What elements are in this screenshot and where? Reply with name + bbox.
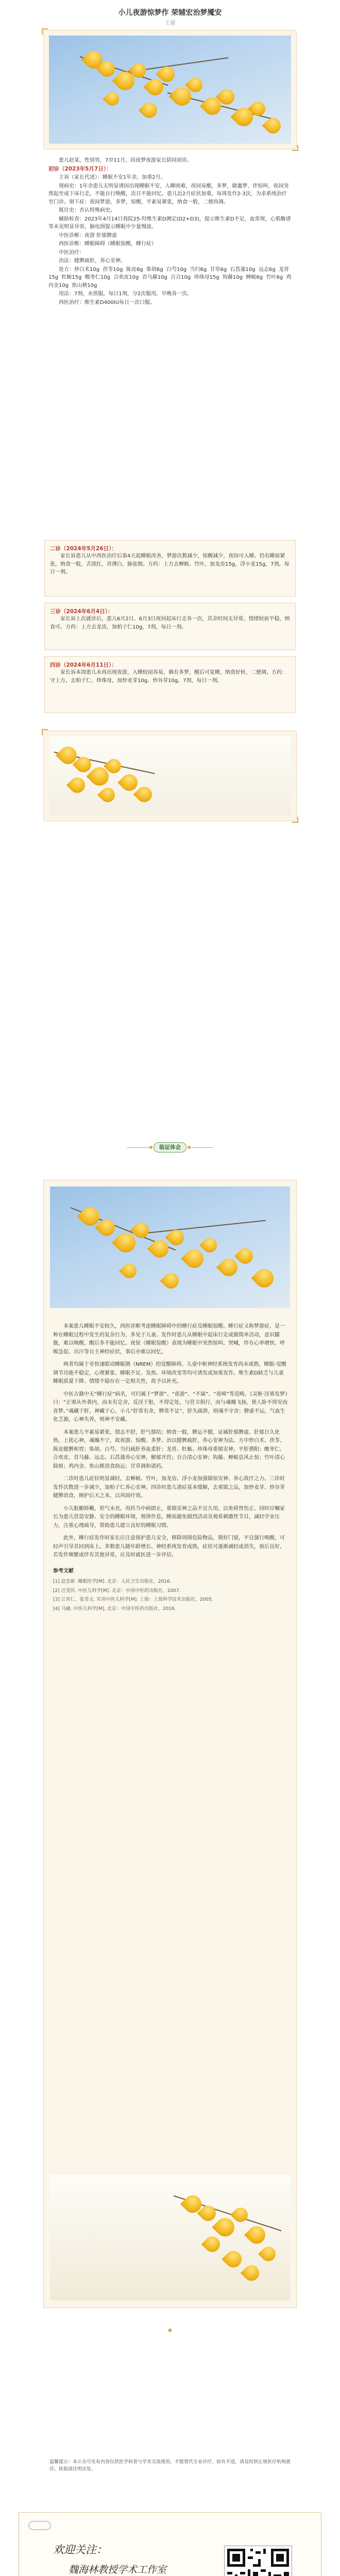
disclaimer-text: 温馨提示：本公众号发布内容仅供医学科普与学术交流使用，不能替代专业诊疗。如有不适，请及时到正规医疗机构就诊。转载请注明出处。 xyxy=(49,2460,291,2472)
visit-4 xyxy=(44,656,296,713)
case-line: 既往史：否认特殊病史。 xyxy=(59,208,115,213)
reference-item: [1] 赵忠新. 睡眠医学[M]. 北京：人民卫生出版社，2016. xyxy=(53,1579,172,1584)
discussion-paragraph: 中医古籍中无“睡行症”病名，可归属于“梦游”、“夜游”、“不寐”、“夜啼”等范畴。《灵枢·淫邪发梦》曰：“正邪从外袭内，而未有定舍，反淫于脏，不得定处，与营卫俱行，而与魂魄飞扬，使人卧不得安而喜梦。”魂藏于肝，神藏于心，小儿“肝常有余，脾常不足”，肝失疏泄，则魂不守舍；脾虚不运，气血生化乏源，心神失养，则神不安藏。 xyxy=(53,1391,288,1422)
ginkgo-photo xyxy=(50,1187,290,1308)
section-label: 临证体会 xyxy=(154,1142,186,1153)
reference-item: [3] 江育仁，张奇文. 实用中医儿科学[M]. 上海：上海科学技术出版社，2005. xyxy=(53,1597,213,1602)
references-title: 参考文献 xyxy=(53,1568,74,1574)
section-header xyxy=(127,1142,213,1153)
footer-card xyxy=(19,2512,321,2576)
footer-follow-label: 欢迎关注： xyxy=(53,2544,107,2556)
case-line: 治法：健脾疏肝，养心安神。 xyxy=(59,258,126,264)
case-line: 用法：7剂，水煎服，每日1剂，分2次服用，早晚各一次。 xyxy=(59,291,193,297)
reference-item: [2] 汪受传. 中医儿科学[M]. 北京：中国中医药出版社，2007. xyxy=(53,1588,181,1594)
visit-4-title: 四诊（2024年6月11日）： xyxy=(50,662,117,668)
qr-code[interactable] xyxy=(224,2546,292,2576)
reference-item: [4] 马融. 中医儿科学[M]. 北京：中国中医药出版社，2016. xyxy=(53,1606,176,1612)
visit-2-title: 二诊（2024年5月26日）： xyxy=(50,546,117,552)
case-line: 现病史：1年余患儿无明显诱因出现睡眠不安，入睡困难，夜间易醒，多梦，做噩梦，伴惊叫，夜间突然起坐或下床行走，不能自行唤醒，次日不能回忆。患儿近2月症状加重，每周发作2-3次，为求系统治疗至门诊。刻下症：夜间梦游，多梦，惊醒，平素易紧张，纳食一般，二便尚调。 xyxy=(48,183,289,205)
discussion-panel xyxy=(43,1180,297,2308)
cloud-icon xyxy=(28,2521,51,2530)
visit-2 xyxy=(44,540,296,597)
article-author: 王璟 xyxy=(165,21,175,26)
case-line: 中医治疗： xyxy=(59,249,84,256)
case-line: 西医诊断：睡眠障碍（睡眠惊醒，睡行症） xyxy=(59,241,157,247)
photo-card-2 xyxy=(43,731,297,821)
discussion-paragraph: 二诊时患儿症状明显减轻，去蝉蜕、竹叶，加龙齿、浮小麦加强镇惊安神、养心敛汗之力。三诊时发作次数进一步减少，加柏子仁养心安神。四诊时患儿诸症基本缓解，去重镇之品，加炒麦芽、炒谷芽健脾消食，顾护后天之本，以巩固疗效。 xyxy=(53,1476,285,1499)
discussion-paragraph: 此外，睡行症发作时家长应注意保护患儿安全，移除周围危险物品，锁好门窗，不宜强行唤醒，可轻声引导其回到床上。多数患儿随年龄增长、神经系统发育成熟，症状可逐渐减轻或消失，预后良好。若发作频繁或伴有其他异常，应及时就医进一步评估。 xyxy=(53,1535,285,1558)
divider-ornament xyxy=(168,2328,172,2332)
footer-studio-name: 魏海林教授学术工作室 xyxy=(69,2564,167,2575)
discussion-paragraph: 本案患儿睡眠不安较久，西医诊断考虑睡眠障碍中的睡行症及睡眠惊醒。睡行症又称梦游症，是一种在睡眠过程中发生的复杂行为，多见于儿童。发作时患儿从睡眠中起床行走或做简单活动，意识朦胧，难以唤醒，醒后多不能回忆。夜惊（睡眠惊醒）表现为睡眠中突然惊叫、哭喊，伴有心率增快、呼吸急促、出汗等自主神经症状，事后亦难以回忆。 xyxy=(53,1324,285,1355)
case-line: 中医诊断：夜游 肝郁脾虚 xyxy=(59,232,117,239)
visit-3-text: 家长诉上次就诊后，患儿6月2日、6月3日夜间起床行走各一次，其余时间无异常，情绪较前平稳，纳食可。方药：上方去龙齿，加柏子仁10g，7剂，每日一剂。 xyxy=(50,616,290,630)
ginkgo-photo xyxy=(49,736,291,816)
case-body xyxy=(48,157,292,307)
discussion-paragraph: 本案患儿平素易紧张，情志不舒，肝气郁结；纳食一般，脾运不健，证属肝郁脾虚。肝郁日久化热，上扰心神，魂魄不宁，故夜游、惊醒、多梦。治以健脾疏肝，养心安神为法。方中炒白术、茯苓、陈皮健脾和胃；柴胡、白芍、当归疏肝养血柔肝；龙骨、牡蛎、珍珠母重镇安神，平肝潜阳；酸枣仁、合欢皮、首乌藤、远志、石菖蒲养心安神，解郁开窍；百合清心安神；钩藤、蝉蜕息风止惊；竹叶清心除烦；鸡内金、焦山楂消食助运；甘草调和诸药。 xyxy=(53,1429,285,1469)
discussion-paragraph: 两者均属于非快速眼动睡眠期（NREM）的觉醒障碍。儿童中枢神经系统发育尚未成熟，睡眠-觉醒调节功能不稳定，心理紧张、睡眠不足、发热、环境改变等均可诱发或加重发作。维生素D缺乏与儿童睡眠质量下降、情绪不稳存在一定相关性，故予以补充。 xyxy=(53,1362,286,1384)
ginkgo-photo xyxy=(49,36,291,144)
case-intro: 患儿赵某，性别男，7岁11月，因夜梦夜游家长陪同初诊。 xyxy=(59,158,193,163)
ginkgo-photo xyxy=(50,2175,290,2300)
article-title: 小儿夜游惊梦作 荣辅宏治梦魇安 xyxy=(118,9,222,17)
visit-4-text: 家长诉本周患儿未再出现夜游，入睡较前容易，偶有多梦，醒后可复睡，纳食好转，二便调。方药：守上方，去柏子仁、珍珠母，加炒麦芽10g、炒谷芽10g，7剂，每日一剂。 xyxy=(50,670,287,684)
case-line: 主诉（家长代述）：睡眠不安1年余，加重2月。 xyxy=(59,175,166,180)
case-line: 西医治疗：维生素D400IU每日一次口服。 xyxy=(59,299,156,306)
case-line: 辅助检查：2023年4月14日我院25-羟维生素D测定(D2+D3)，提示维生素D不足，血常规，心肌酶谱等未见明显异常，脑电图提示睡眠中少量慢波。 xyxy=(48,216,291,230)
prescription: 处方：炒白术10g 茯苓10g 陈皮6g 柴胡6g 白芍10g 当归6g 甘草6g 石菖蒲10g 远志6g 龙骨15g 牡蛎15g 酸枣仁10g 合欢皮10g 首乌藤10g 百合10g 珍珠母15g 钩藤10g 蝉蜕6g 竹叶6g 鸡内金10g 焦山楂10g xyxy=(48,266,292,289)
visit-2-text: 家长诉患儿从中西医治疗后第4天起睡眠改善，梦游次数减少，惊醒减少，夜间可入睡。仍有睡前紧张，纳食一般，舌淡红，苔薄白，脉弦细。方药：上方去蝉蜕、竹叶，加龙齿15g，浮小麦15g，7剂，每日一剂。 xyxy=(50,553,290,575)
discussion-paragraph: 小儿脏腑娇嫩，形气未充，用药当中病即止，重镇安神之品不宜久用，以免碍胃伤正。同时应嘱家长为患儿营造安静、安全的睡眠环境，规律作息，睡前避免剧烈活动及观看刺激性节目，减轻学业压力，注重心理疏导，帮助患儿建立良好的睡眠习惯。 xyxy=(53,1505,285,1529)
photo-card-1 xyxy=(43,30,297,149)
visit-3-title: 三诊（2024年6月4日）： xyxy=(50,608,113,615)
visit-3 xyxy=(44,603,296,650)
visit-1-title: 初诊（2023年5月7日）： xyxy=(48,165,112,172)
discussion-body xyxy=(53,1323,288,1614)
